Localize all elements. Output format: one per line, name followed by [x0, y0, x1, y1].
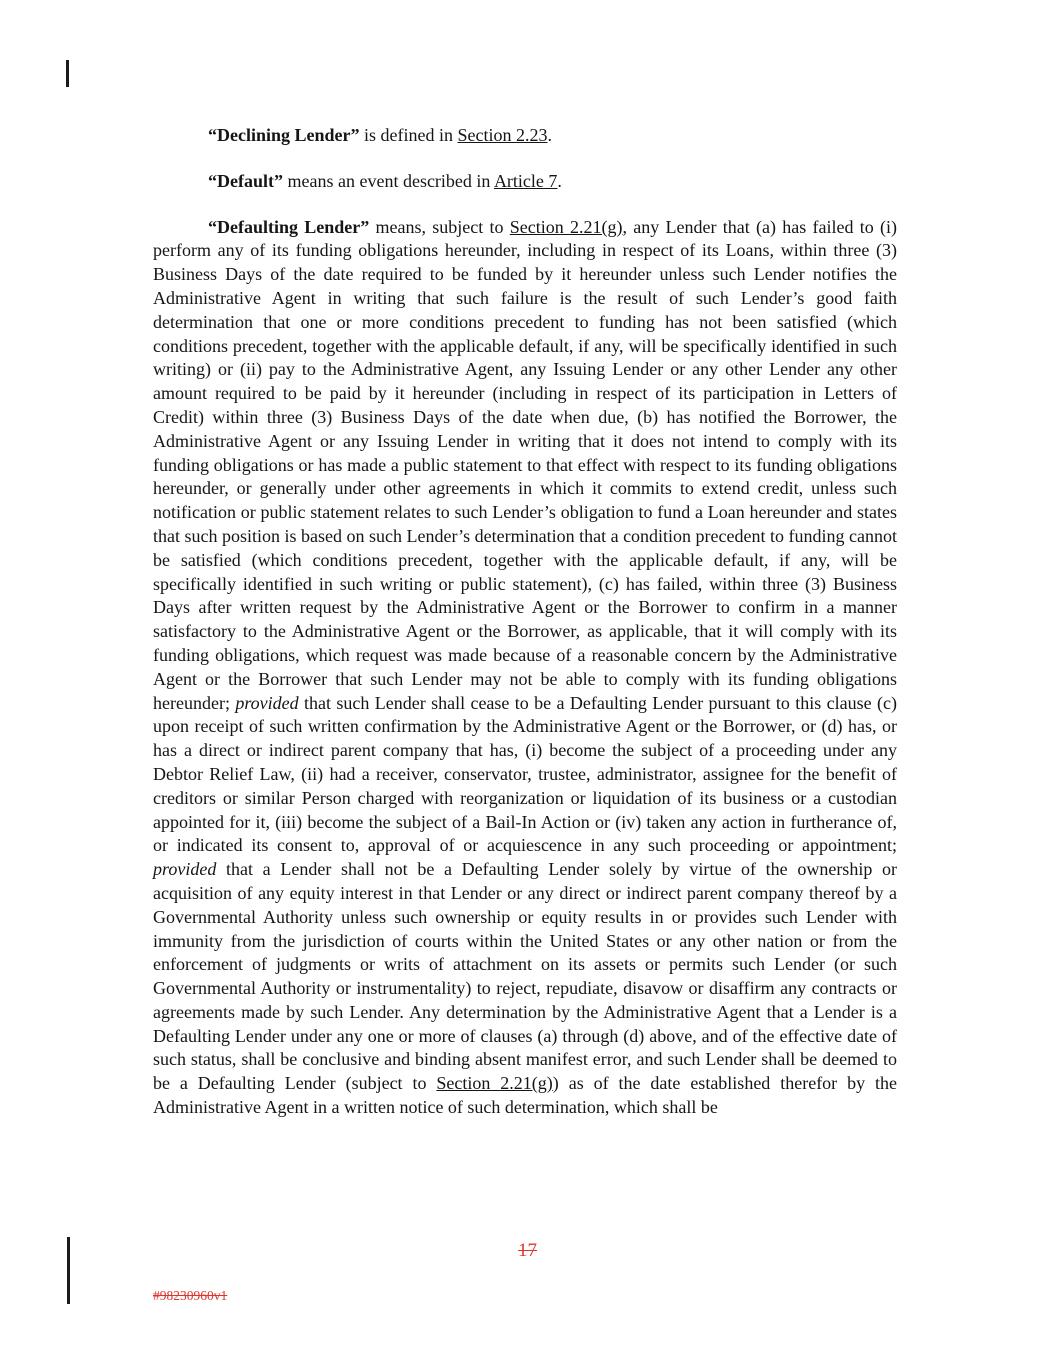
paragraph-declining-lender — [153, 124, 897, 148]
cross-reference: Section 2.21(g) — [436, 1073, 553, 1094]
proviso-term: provided — [153, 859, 217, 880]
document-footer — [153, 1288, 227, 1304]
cross-reference: Section 2.21(g) — [509, 216, 623, 237]
page-number: 17 — [518, 1240, 537, 1261]
page-number-container — [0, 1240, 1055, 1262]
paragraph-default — [153, 170, 897, 194]
proviso-term: provided — [235, 692, 299, 713]
defined-term: “Defaulting Lender” — [208, 216, 370, 237]
text-run: is defined in — [359, 125, 458, 145]
text-run: . — [557, 170, 562, 191]
document-id-tag: #98230960v1 — [153, 1288, 228, 1303]
text-run: that a Lender shall not be a Defaulting Lender solely by virtue of the ownership or acquisition of any equity interest in that Lender or any direct or indirect parent company thereof by a Governmental Authority unless such ownership or equity results in or provides such Lender with immunity from the jurisdiction of courts within the United States or any other nation or from the enforcement of judgments or writs of attachment on its assets or permits such Lender (or such Governmental Authority or instrumentality) to reject, repudiate, disavow or disaffirm any contracts or agreements made by such Lender. Any determination by the Administrative Agent that a Lender is a Defaulting Lender under any one or more of clauses (a) through (d) above, and of the effective date of such status, shall be conclusive and binding absent manifest error, and such Lender shall be deemed to be a Defaulting Lender (subject to — [153, 859, 897, 1094]
text-run: means an event described in — [283, 170, 494, 191]
cross-reference: Article 7 — [493, 170, 558, 191]
cross-reference: Section 2.23 — [457, 125, 548, 145]
revision-change-bar-top — [66, 60, 69, 87]
defined-term: “Declining Lender” — [208, 125, 360, 145]
text-run: that such Lender shall cease to be a Defaulting Lender pursuant to this clause (c) upon receipt of such written confirmation by the Administrative Agent or the Borrower, or (d) has, or has a direct or indirect parent company that has, (i) become the subject of a proceeding under any Debtor Relief Law, (ii) had a receiver, conservator, trustee, administrator, assignee for the benefit of creditors or similar Person charged with reorganization or liquidation of its business or a custodian appointed for it, (iii) become the subject of a Bail-In Action or (iv) taken any action in furtherance of, or indicated its consent to, approval of or acquiescence in any such proceeding or appointment; — [153, 692, 897, 856]
text-run: . — [547, 125, 552, 145]
defined-term: “Default” — [208, 170, 283, 191]
text-run: ) as of the date established therefor by the Administrative Agent in a written notice of such determination, which shall be — [153, 1073, 897, 1118]
text-run: means, subject to — [369, 216, 510, 237]
document-body — [153, 124, 897, 1142]
paragraph-defaulting-lender — [153, 216, 897, 1120]
text-run: , any Lender that (a) has failed to (i) perform any of its funding obligations hereunder, including in respect of its Loans, within three (3) Business Days of the date required to be funded by it hereunder unless such Lender notifies the Administrative Agent in writing that such failure is the result of such Lender’s good faith determination that one or more conditions precedent to funding has not been satisfied (which conditions precedent, together with the applicable default, if any, will be specifically identified in such writing) or (ii) pay to the Administrative Agent, any Issuing Lender or any other Lender any other amount required to be paid by it hereunder (including in respect of its participation in Letters of Credit) within three (3) Business Days of the date when due, (b) has notified the Borrower, the Administrative Agent or any Issuing Lender in writing that it does not intend to comply with its funding obligations or has made a public statement to that effect with respect to its funding obligations hereunder, or generally under other agreements in which it commits to extend credit, unless such notification or public statement relates to such Lender’s obligation to fund a Loan hereunder and states that such position is based on such Lender’s determination that a condition precedent to funding cannot be satisfied (which conditions precedent, together with the applicable default, if any, will be specifically identified in such writing or public statement), (c) has failed, within three (3) Business Days after written request by the Administrative Agent or the Borrower to confirm in a manner satisfactory to the Administrative Agent or the Borrower, as applicable, that it will comply with its funding obligations, which request was made because of a reasonable concern by the Administrative Agent or the Borrower that such Lender may not be able to comply with its funding obligations hereunder; — [153, 216, 897, 713]
